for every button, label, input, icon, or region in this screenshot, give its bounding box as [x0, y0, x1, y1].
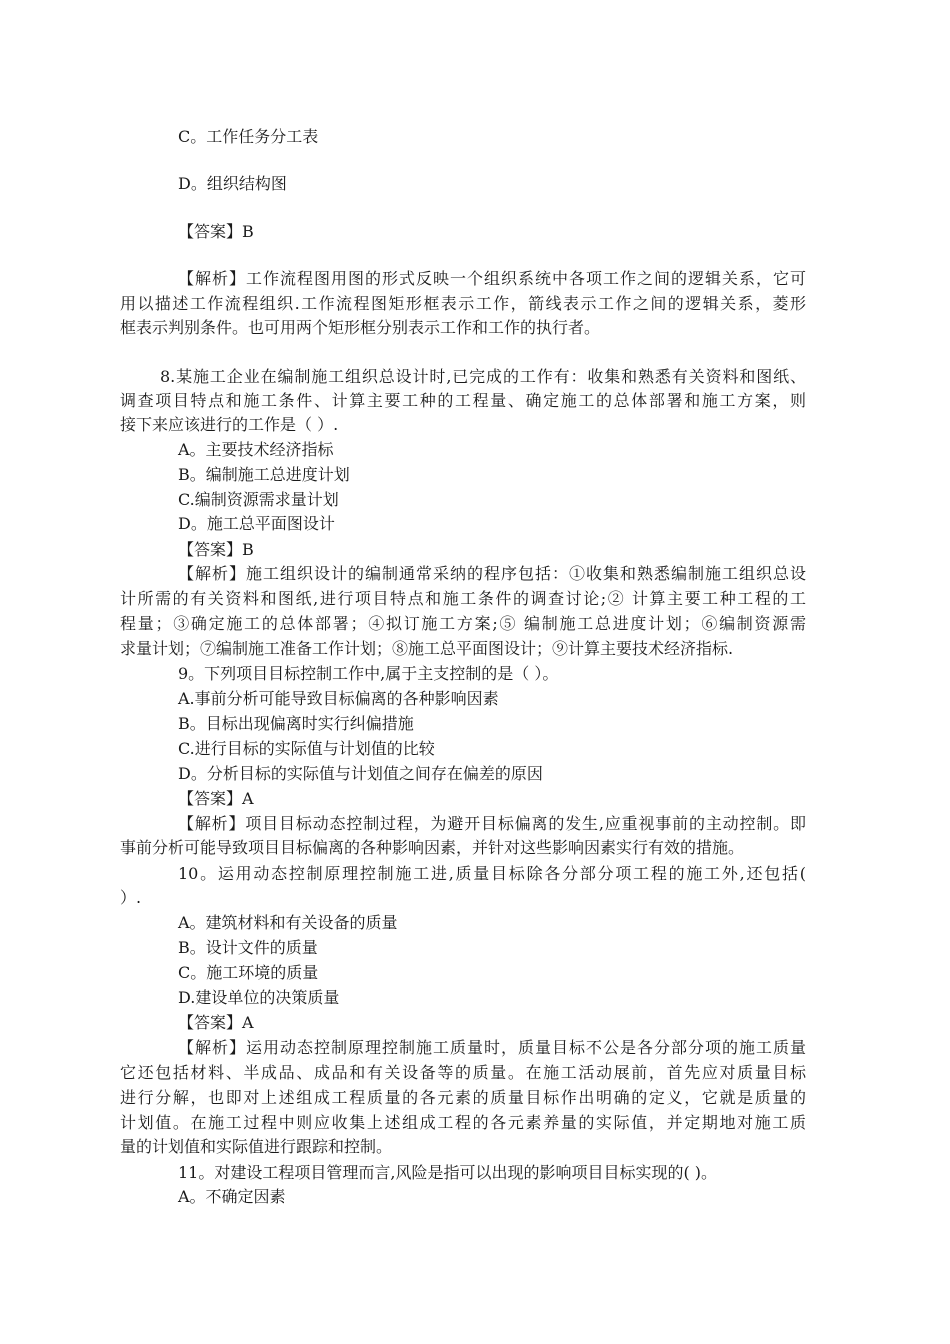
- text-line: B。设计文件的质量: [178, 938, 318, 957]
- text-line: 进行分解，也即对上述组成工程质量的各元素的质量目标作出明确的定义，它就是质量的: [120, 1088, 806, 1107]
- text-line: D.建设单位的决策质量: [178, 988, 340, 1007]
- text-line: 框表示判别条件。也可用两个矩形框分别表示工作和工作的执行者。: [120, 318, 601, 337]
- text-line: 计所需的有关资料和图纸,进行项目特点和施工条件的调查讨论;② 计算主要工种工程的工: [120, 589, 806, 608]
- text-line: 调查项目特点和施工条件、计算主要工种的工程量、确定施工的总体部署和施工方案，则: [120, 391, 806, 410]
- text-line: A。不确定因素: [178, 1187, 286, 1206]
- text-line: 计划值。在施工过程中则应收集上述组成工程的各元素养量的实际值，并定期地对施工质: [120, 1113, 806, 1132]
- text-line: 8.某施工企业在编制施工组织总设计时,已完成的工作有：收集和熟悉有关资料和图纸、: [160, 367, 806, 386]
- text-line: 量的计划值和实际值进行跟踪和控制。: [120, 1137, 393, 1156]
- text-line: 【答案】B: [178, 222, 254, 241]
- text-line: 【解析】项目目标动态控制过程，为避开目标偏离的发生,应重视事前的主动控制。即: [178, 814, 806, 833]
- text-line: C.编制资源需求量计划: [178, 490, 339, 509]
- text-line: 【解析】工作流程图用图的形式反映一个组织系统中各项工作之间的逻辑关系，它可: [178, 269, 806, 288]
- text-line: C。施工环境的质量: [178, 963, 319, 982]
- text-line: B。目标出现偏离时实行纠偏措施: [178, 714, 414, 733]
- text-line: 10。运用动态控制原理控制施工进,质量目标除各分部分项工程的施工外,还包括(: [178, 864, 806, 883]
- text-line: 【解析】施工组织设计的编制通常采纳的程序包括：①收集和熟悉编制施工组织总设: [178, 564, 806, 583]
- text-line: 【答案】A: [178, 789, 254, 808]
- text-line: C。工作任务分工表: [178, 127, 319, 146]
- text-line: 它还包括材料、半成品、成品和有关设备等的质量。在施工活动展前，首先应对质量目标: [120, 1063, 806, 1082]
- text-line: 接下来应该进行的工作是（ ）.: [120, 415, 339, 434]
- text-line: D。组织结构图: [178, 174, 287, 193]
- text-line: 用以描述工作流程组织.工作流程图矩形框表示工作，箭线表示工作之间的逻辑关系，菱形: [120, 294, 806, 313]
- text-line: C.进行目标的实际值与计划值的比较: [178, 739, 435, 758]
- text-line: A.事前分析可能导致目标偏离的各种影响因素: [178, 689, 499, 708]
- text-line: D。分析目标的实际值与计划值之间存在偏差的原因: [178, 764, 543, 783]
- text-line: D。施工总平面图设计: [178, 514, 335, 533]
- text-line: 程量；③确定施工的总体部署；④拟订施工方案;⑤ 编制施工总进度计划；⑥编制资源需: [120, 614, 806, 633]
- text-line: A。建筑材料和有关设备的质量: [178, 913, 398, 932]
- text-line: 【答案】A: [178, 1013, 254, 1032]
- text-line: 【答案】B: [178, 540, 254, 559]
- text-line: 求量计划；⑦编制施工准备工作计划；⑧施工总平面图设计；⑨计算主要技术经济指标.: [120, 639, 734, 658]
- text-line: A。主要技术经济指标: [178, 440, 334, 459]
- text-line: B。编制施工总进度计划: [178, 465, 350, 484]
- text-line: 9。下列项目目标控制工作中,属于主支控制的是（ ）。: [178, 664, 559, 683]
- text-line: 【解析】运用动态控制原理控制施工质量时，质量目标不公是各分部分项的施工质量: [178, 1038, 806, 1057]
- text-line: 11。对建设工程项目管理而言,风险是指可以出现的影响项目目标实现的( )。: [178, 1163, 718, 1182]
- text-line: 事前分析可能导致项目目标偏离的各种影响因素，并针对这些影响因素实行有效的措施。: [120, 838, 745, 857]
- text-line: ）.: [120, 888, 142, 907]
